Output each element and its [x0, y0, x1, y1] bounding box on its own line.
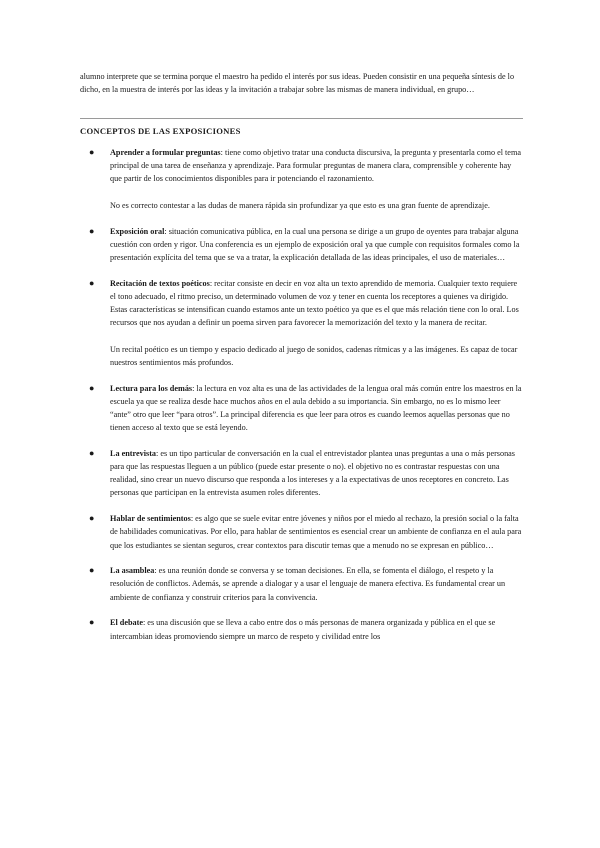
list-item	[80, 564, 523, 604]
item-term: Hablar de sentimientos	[110, 514, 191, 524]
item-term: Lectura para los demás	[110, 383, 193, 393]
item-term: Exposición oral	[110, 226, 165, 236]
list-item	[80, 512, 523, 552]
item-text: : la lectura en voz alta es una de las actividades de la lengua oral más común entre los maestros en la escuela ya que se realiza desde hace muchos años en el aula debido a su importancia. Sin embargo, no es lo mismo leer “ante” otro que leer “para otros”. La principal diferencia es que leer para otros es cuando leemos aquellas personas que no tienen acceso al texto que se está leyendo.	[110, 383, 522, 433]
item-paragraph	[110, 447, 523, 500]
item-extra-paragraph: No es correcto contestar a las dudas de manera rápida sin profundizar ya que esto es una gran fuente de aprendizaje.	[110, 200, 490, 210]
item-term: Recitación de textos poéticos	[110, 278, 210, 288]
item-paragraph	[110, 512, 523, 552]
intro-paragraph: alumno interprete que se termina porque el maestro ha pedido el interés por sus ideas. Pueden consistir en una pequeña síntesis de lo dicho, en la muestra de interés por las ideas y la invitación a trabajar sobre las mismas de manera individual, en grupo…	[80, 72, 515, 95]
item-paragraph	[110, 616, 523, 642]
item-text: : es una reunión donde se conversa y se toman decisiones. En ella, se fomenta el diálogo, el respeto y la resolución de conflictos. Además, se aprende a dialogar y a usar el lenguaje de manera efectiva. Es fundamental crear un ambiente de confianza y construir criterios para la convivencia.	[110, 566, 506, 602]
item-paragraph	[110, 225, 523, 265]
bullet-icon: ●	[89, 382, 95, 393]
item-term: Aprender a formular preguntas	[110, 148, 221, 157]
bullet-icon: ●	[89, 225, 95, 236]
item-text: : recitar consiste en decir en voz alta un texto aprendido de memoria. Cualquier texto requiere el tono adecuado, el ritmo preciso, un determinado volumen de voz y tener en cuenta los receptores a quienes va dirigido. Estas características se intensifican cuando estamos ante un texto poético ya que es el que más relación tiene con lo oral. Los recursos que nos ayudan a definir un poema sirven para favorecer la memorización del texto y la manera de recitar.	[110, 278, 519, 328]
bullet-icon: ●	[89, 447, 95, 458]
bullet-icon: ●	[89, 277, 95, 288]
list-item	[80, 616, 523, 642]
item-term: El debate	[110, 618, 143, 628]
item-text: : tiene como objetivo tratar una conducta discursiva, la pregunta y presentarla como el tema principal de una tarea de enseñanza y aprendizaje. Para formular preguntas de manera clara, comprensible y coherente hay que partir de los conocimientos disponibles para ir potenciando el razonamiento.	[110, 148, 521, 184]
item-paragraph	[110, 564, 523, 604]
item-text: : es un tipo particular de conversación en la cual el entrevistador plantea unas preguntas a una o más personas para que las respuestas lleguen a un público (puede estar presente o no). el objetivo no es contrastar respuestas con una realidad, sino crear un nuevo discurso que responda a los intereses y a la expectativas de unos receptores en concreto. Las personas que participan en la entrevista asumen roles diferentes.	[110, 448, 515, 498]
list-item	[80, 382, 523, 435]
item-paragraph	[110, 146, 523, 186]
bullet-icon: ●	[89, 147, 95, 157]
item-term: La asamblea	[110, 566, 155, 576]
bullet-icon: ●	[89, 565, 95, 576]
item-paragraph	[110, 277, 523, 330]
item-extra-paragraph: Un recital poético es un tiempo y espacio dedicado al juego de sonidos, cadenas rítmicas y a las imágenes. Es capaz de tocar nuestros sentimientos más profundos.	[110, 344, 518, 367]
list-item	[80, 146, 523, 212]
item-text: : es algo que se suele evitar entre jóvenes y niños por el miedo al rechazo, la presión social o la falta de habilidades comunicativas. Por ello, para hablar de sentimientos es esencial crear un ambiente de confianza en el aula para que los estudiantes se sientan seguros, crear contextos para discutir temas que a menudo no se expresan en público…	[110, 514, 522, 550]
item-text: : es una discusión que se lleva a cabo entre dos o más personas de manera organizada y pública en el que se intercambian ideas promoviendo siempre un marco de respeto y civilidad entre los	[110, 618, 496, 641]
item-term: La entrevista	[110, 448, 157, 458]
section-title: CONCEPTOS DE LAS EXPOSICIONES	[80, 126, 241, 136]
bullet-icon: ●	[89, 617, 95, 628]
list-item	[80, 225, 523, 265]
bullet-icon: ●	[89, 513, 95, 524]
horizontal-divider	[80, 118, 523, 119]
concepts-list	[80, 146, 523, 655]
list-item	[80, 447, 523, 500]
item-text: : situación comunicativa pública, en la cual una persona se dirige a un grupo de oyentes para trabajar alguna cuestión con orden y rigor. Una conferencia es un ejemplo de exposición oral ya que cumple con requisitos formales como la presentación explícita del tema que se va a tratar, la explicación detallada de las ideas principales, el uso de materiales…	[110, 226, 520, 262]
item-paragraph	[110, 382, 523, 435]
list-item	[80, 277, 523, 369]
